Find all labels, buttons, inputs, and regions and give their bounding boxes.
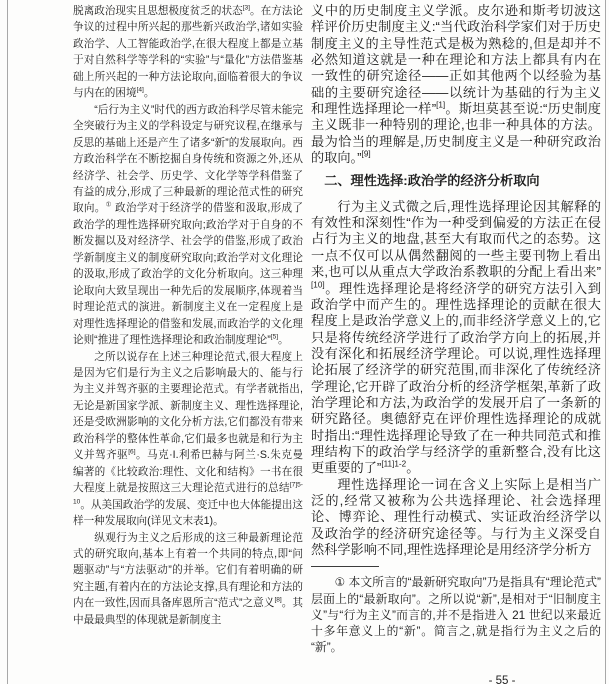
paragraph: 脱离政治现实且思想极度贫乏的状态[3]。在方法论争议的过程中所兴起的那些新兴政治学,诸如实验政治学、人工智能政治学,在很大程度上都是立基于对自然科学等学科的“实验”与“量化”方法借鉴基础上所兴起的一种方法论取向,面临着很大的争议与内在的困境[4]。 — [73, 4, 304, 100]
paragraph: “后行为主义”时代的西方政治科学尽管未能完全突破行为主义的学科设定与研究议程,在继承与反思的基础上还是产生了诸多“新”的发展取向。西方政治科学在不断挖掘自身传统和资源之外,还从经济学、社会学、历史学、文化学等学科借鉴了有益的成分,形成了三种最新的理论范式性的研究取向。① 政治学对于经济学的借鉴和汲取,形成了政治学的理性选择研究取向;政治学对于自身的不断发掘以及对经济学、社会学的借鉴,形成了政治学新制度主义的制度研究取向;政治学对文化理论的汲取,形成了政治学的文化分析取向。这三种理论取向大致呈现出一种先后的发展顺序,体现着当时理论范式的演进。新制度主义在一定程度上是对理性选择理论的借鉴和发展,而政治学的文化理论则“推进了理性选择理论和政治制度理论”[5]。 — [73, 103, 303, 347]
paragraph: 之所以说存在上述三种理论范式,很大程度上是因为它们是行为主义之后影响最大的、能与行为主义并驾齐驱的主要理论范式。有学者就指出,无论是新国家学派、新制度主义、理性选择理论,还是受欧洲影响的文化分析方法,它们都没有带来政治科学的整体性革命,它们最多也就是和行为主义并驾齐驱[6]。马克·I.利希巴赫与阿兰·S.朱克曼编著的《比较政治:理性、文化和结构》一书在很大程度上就是按照这三大理论范式进行的总结$^{[7]5-10}$。从美国政治学的发展、变迁中也大体能提出这样一种发展取向(详见文末表1)。 — [73, 350, 303, 528]
paragraph: 义中的历史制度主义学派。皮尔逊和斯考切波这样评价历史制度主义:“当代政治科学家们对于历史制度主义的主导性范式是极为熟稔的,但是却并不必然知道这就是一种在理论和方法上都具有内在一致性的研究途径——正如其他两个以经验为基础的主要研究途径——以统计为基础的行为主义和理性选择理论一样”[1]。斯坦莫甚至说:“历史制度主义既非一种特别的理论,也非一种具体的方法。最为恰当的理解是,历史制度主义是一种研究政治的取向。”[9] — [311, 3, 601, 166]
reference-superscript: [9] — [361, 149, 371, 159]
reference-superscript: ① — [105, 201, 112, 209]
paragraph: ① 本文所言的“最新研究取向”乃是指具有“理论范式”层面上的“最新取向”。之所以说“新”,是相对于“旧制度主义”与“行为主义”而言的,并不是指进入 21 世纪以来最近十多年意义上的“新”。简言之,就是指行为主义之后的“新”。 — [311, 575, 601, 655]
footnote-separator — [311, 566, 379, 567]
right-column-top-text — [311, 3, 601, 166]
reference-superscript: [11]1-2 — [381, 459, 407, 469]
reference-superscript: [3] — [242, 4, 250, 12]
right-column-body-text — [311, 199, 601, 559]
page-number: - 55 - — [488, 675, 516, 684]
paragraph: 纵观行为主义之后形成的这三种最新理论范式的研究取向,基本上有着一个共同的特点,即“问题驱动”与“方法驱动”的并举。它们有着明确的研究主题,有着内在的方法论支撑,具有理论和方法的内在一致性,因而具备库恩所言“范式”之意义[8]。其中最最典型的体现就是新制度主 — [73, 531, 304, 626]
reference-superscript: [1] — [436, 100, 446, 110]
reference-superscript: [5] — [270, 333, 279, 341]
reference-superscript: [4] — [136, 86, 144, 94]
reference-superscript: [10] — [311, 280, 325, 290]
reference-superscript: [7]5-10 — [73, 481, 303, 506]
reference-superscript: [8] — [274, 596, 282, 604]
section-heading: 二、理性选择:政治学的经济分析取向 — [324, 173, 540, 189]
footnote — [311, 574, 601, 655]
paragraph: 理性选择理论一词在含义上实际上是相当广泛的,经常又被称为公共选择理论、社会选择理论、博弈论、理性行动模式、实证政治经济学以及政治学的经济研究途径等。与行为主义深受自然科学影响不同,理性选择理论是用经济学分析方 — [311, 476, 601, 557]
page-border-left — [7, 0, 8, 684]
paragraph: 行为主义式微之后,理性选择理论因其解释的有效性和深刻性“作为一种受到偏爱的方法正在侵占行为主义的地盘,甚至大有取而代之的态势。这一点不仅可以从偶然翻阅的一些主要刊物上看出来,也可以从重点大学政治系教职的分配上看出来”[10]。理性选择理论是将经济学的研究方法引入到政治学中而产生的。理性选择理论的贡献在很大程度上是政治学意义上的,而非经济学意义上的,它只是将传统经济学进行了政治学方向上的拓展,并没有深化和拓展经济学理论。可以说,理性选择理论拓展了经济学的研究范围,而非深化了传统经济学理论,它开辟了政治分析的经济学框架,革新了政治学理论和方法,为政治学的发展开启了一条新的研究路径。奥德舒克在评价理性选择理论的成就时指出:“理性选择理论导致了在一种共同范式和推理结构下的政治学与经济学的重新整合,没有比这更重要的了”$^{[11]1-2}$。 — [311, 198, 601, 476]
page-border-right — [605, 0, 606, 684]
reference-superscript: [6] — [128, 448, 136, 456]
right-column — [311, 3, 601, 655]
left-column — [73, 3, 303, 628]
